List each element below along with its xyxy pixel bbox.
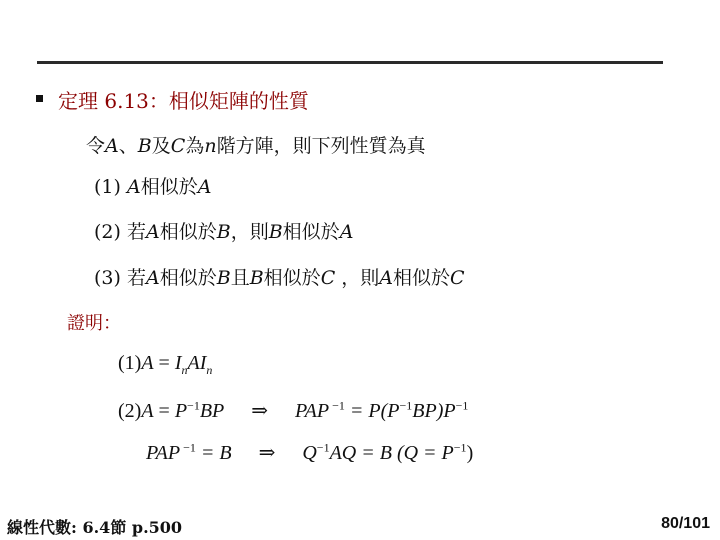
implies-arrow: ⇒ [251, 400, 269, 422]
bullet-icon [36, 95, 43, 102]
theorem-heading: 定理 6.13：相似矩陣的性質 [58, 89, 309, 113]
proof-label: 證明： [67, 313, 121, 334]
proof-equation-3: PAP $^{-1}$ = B ⇒ $Q^{-1}AQ = B$ $(Q = P^{-1})$ [146, 440, 474, 464]
course-footer: 線性代數: 6.4節 p.500 [7, 518, 183, 537]
implies-arrow: ⇒ [258, 442, 276, 464]
property-2: (2) 若A相似於B，則B相似於A [94, 221, 354, 243]
header-rule [37, 61, 663, 64]
proof-equation-1: $(1)A = I_nAI_n$ [118, 352, 213, 377]
property-3: (3) 若A相似於B且B相似於C ，則A相似於C [94, 267, 465, 289]
theorem-statement: 令A、B及C為n階方陣，則下列性質為真 [86, 135, 426, 157]
page-number: 80/101 [661, 515, 710, 532]
proof-equation-2: $(2)A = P^{-1}BP$ ⇒ PAP $^{-1} = P(P^{-1}BP)P^{-1}$ [118, 398, 469, 422]
property-1: (1) A相似於A [94, 176, 212, 198]
